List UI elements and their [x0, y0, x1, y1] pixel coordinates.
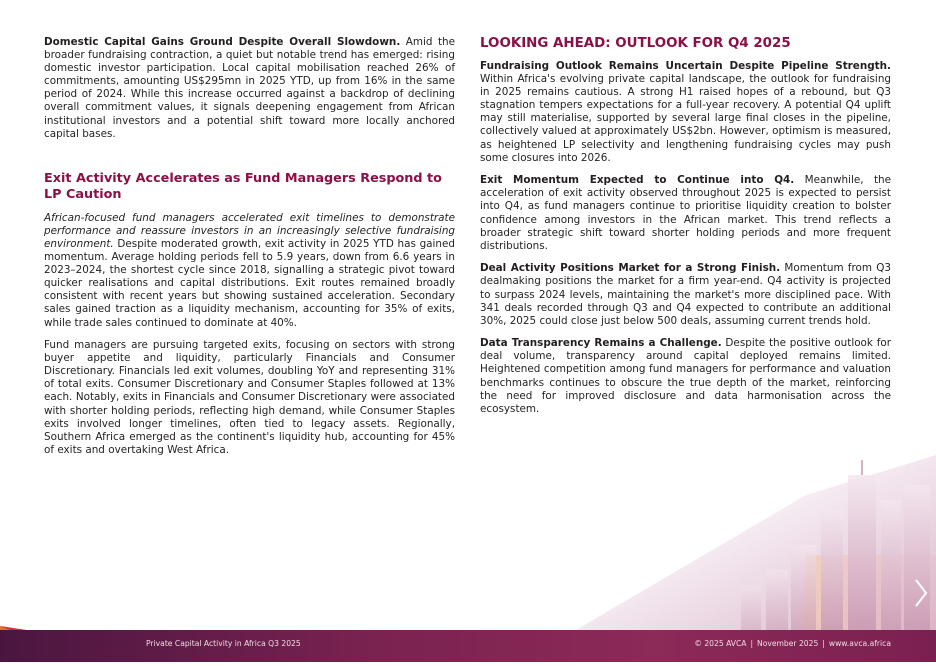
footer-divider: |: [750, 639, 754, 648]
footer-info: [694, 639, 891, 648]
deal-activity-paragraph: Deal Activity Positions Market for a Strong Finish. Momentum from Q3 dealmaking positions the market for a firm year-end. Q4 activity is projected to surpass 2024 levels, maintaining the market's more disciplined pace. With 341 deals recorded through Q3 and Q4 expected to contribute an additional 30%, 2025 could close just below 500 deals, assuming current trends hold.: [480, 262, 891, 327]
page-footer: [0, 630, 936, 662]
domestic-capital-title: Domestic Capital Gains Ground Despite Overall Slowdown.: [44, 36, 401, 48]
footer-divider: |: [822, 639, 825, 648]
targeted-exits-paragraph: Fund managers are pursuing targeted exits, focusing on sectors with strong buyer appetite and liquidity, particularly Financials and Consumer Discretionary. Financials led exit volumes, doubling YoY and representing 31% of total exits. Consumer Discretionary and Consumer Staples followed at 13% each. Notably, exits in Financials and Consumer Discretionary were associated with shorter holding periods, reflecting high demand, while Consumer Staples exits involved longer timelines, often tied to legacy assets. Regionally, Southern Africa emerged as the continent's liquidity hub, accounting for 45% of exits and overtaking West Africa.: [44, 339, 455, 456]
exit-activity-paragraph: African-focused fund managers accelerated exit timelines to demonstrate performance and reassure investors in an increasingly selective fundraising environment. Despite moderated growth, exit activity in 2025 YTD has gained momentum. Average holding periods fell to 5.9 years, down from 6.6 years in 2023–2024, the shortest cycle since 2018, signalling a strategic pivot toward quicker realisations and capital distributions. Exit routes remained broadly consistent with recent years but showing sustained acceleration. Secondary sales gained traction as a liquidity mechanism, accounting for 35% of exits, while trade sales continued to dominate at 40%.: [44, 211, 455, 329]
footer-copyright: © 2025 AVCA: [694, 639, 747, 648]
exit-activity-heading: Exit Activity Accelerates as Fund Managers Respond to LP Caution: [44, 170, 442, 202]
data-transparency-paragraph: Data Transparency Remains a Challenge. Despite the positive outlook for deal volume, transparency around capital deployed remains limited. Heightened competition among fund managers for performance and valuation benchmarks continues to obscure the true depth of the market, reinforcing the need for improved disclosure and data harmonisation across the ecosystem.: [480, 337, 891, 415]
exit-momentum-paragraph: Exit Momentum Expected to Continue into Q4. Meanwhile, the acceleration of exit activity observed throughout 2025 is expected to persist into Q4, as fund managers continue to prioritise liquidity creation to bolster confidence among investors in the African market. This trend reflects a broader strategic shift toward shorter holding periods and more frequent distributions.: [480, 174, 891, 252]
footer-report-title: Private Capital Activity in Africa Q3 2025: [146, 639, 301, 648]
footer-website-link[interactable]: www.avca.africa: [828, 639, 891, 648]
cityscape-graphic: [576, 455, 936, 630]
right-column: [480, 36, 891, 425]
cityscape-image: [576, 455, 936, 630]
left-column: [44, 36, 455, 466]
outlook-heading: LOOKING AHEAD: OUTLOOK FOR Q4 2025: [480, 36, 791, 51]
footer-date: November 2025: [757, 639, 819, 648]
domestic-capital-paragraph: Domestic Capital Gains Ground Despite Overall Slowdown. Amid the broader fundraising contraction, a quiet but notable trend has emerged: rising domestic investor participation. Local capital mobilisation reached 26% of commitments, amounting US$295mn in 2025 YTD, up from 16% in the same period of 2024. While this increase occurred against a backdrop of declining overall commitment values, it signals deepening engagement from African institutional investors and a potential shift toward more locally anchored capital bases.: [44, 36, 455, 140]
fundraising-outlook-paragraph: Fundraising Outlook Remains Uncertain Despite Pipeline Strength. Within Africa's evolving private capital landscape, the outlook for fundraising in 2025 remains cautious. A strong H1 raised hopes of a rebound, but Q3 stagnation tempers expectations for a full-year recovery. A potential Q4 uplift may still materialise, supported by several large final closes in the pipeline, collectively valued at approximately US$2bn. However, optimism is measured, as heightened LP selectivity and lengthening fundraising cycles may push some closures into 2026.: [480, 60, 891, 164]
